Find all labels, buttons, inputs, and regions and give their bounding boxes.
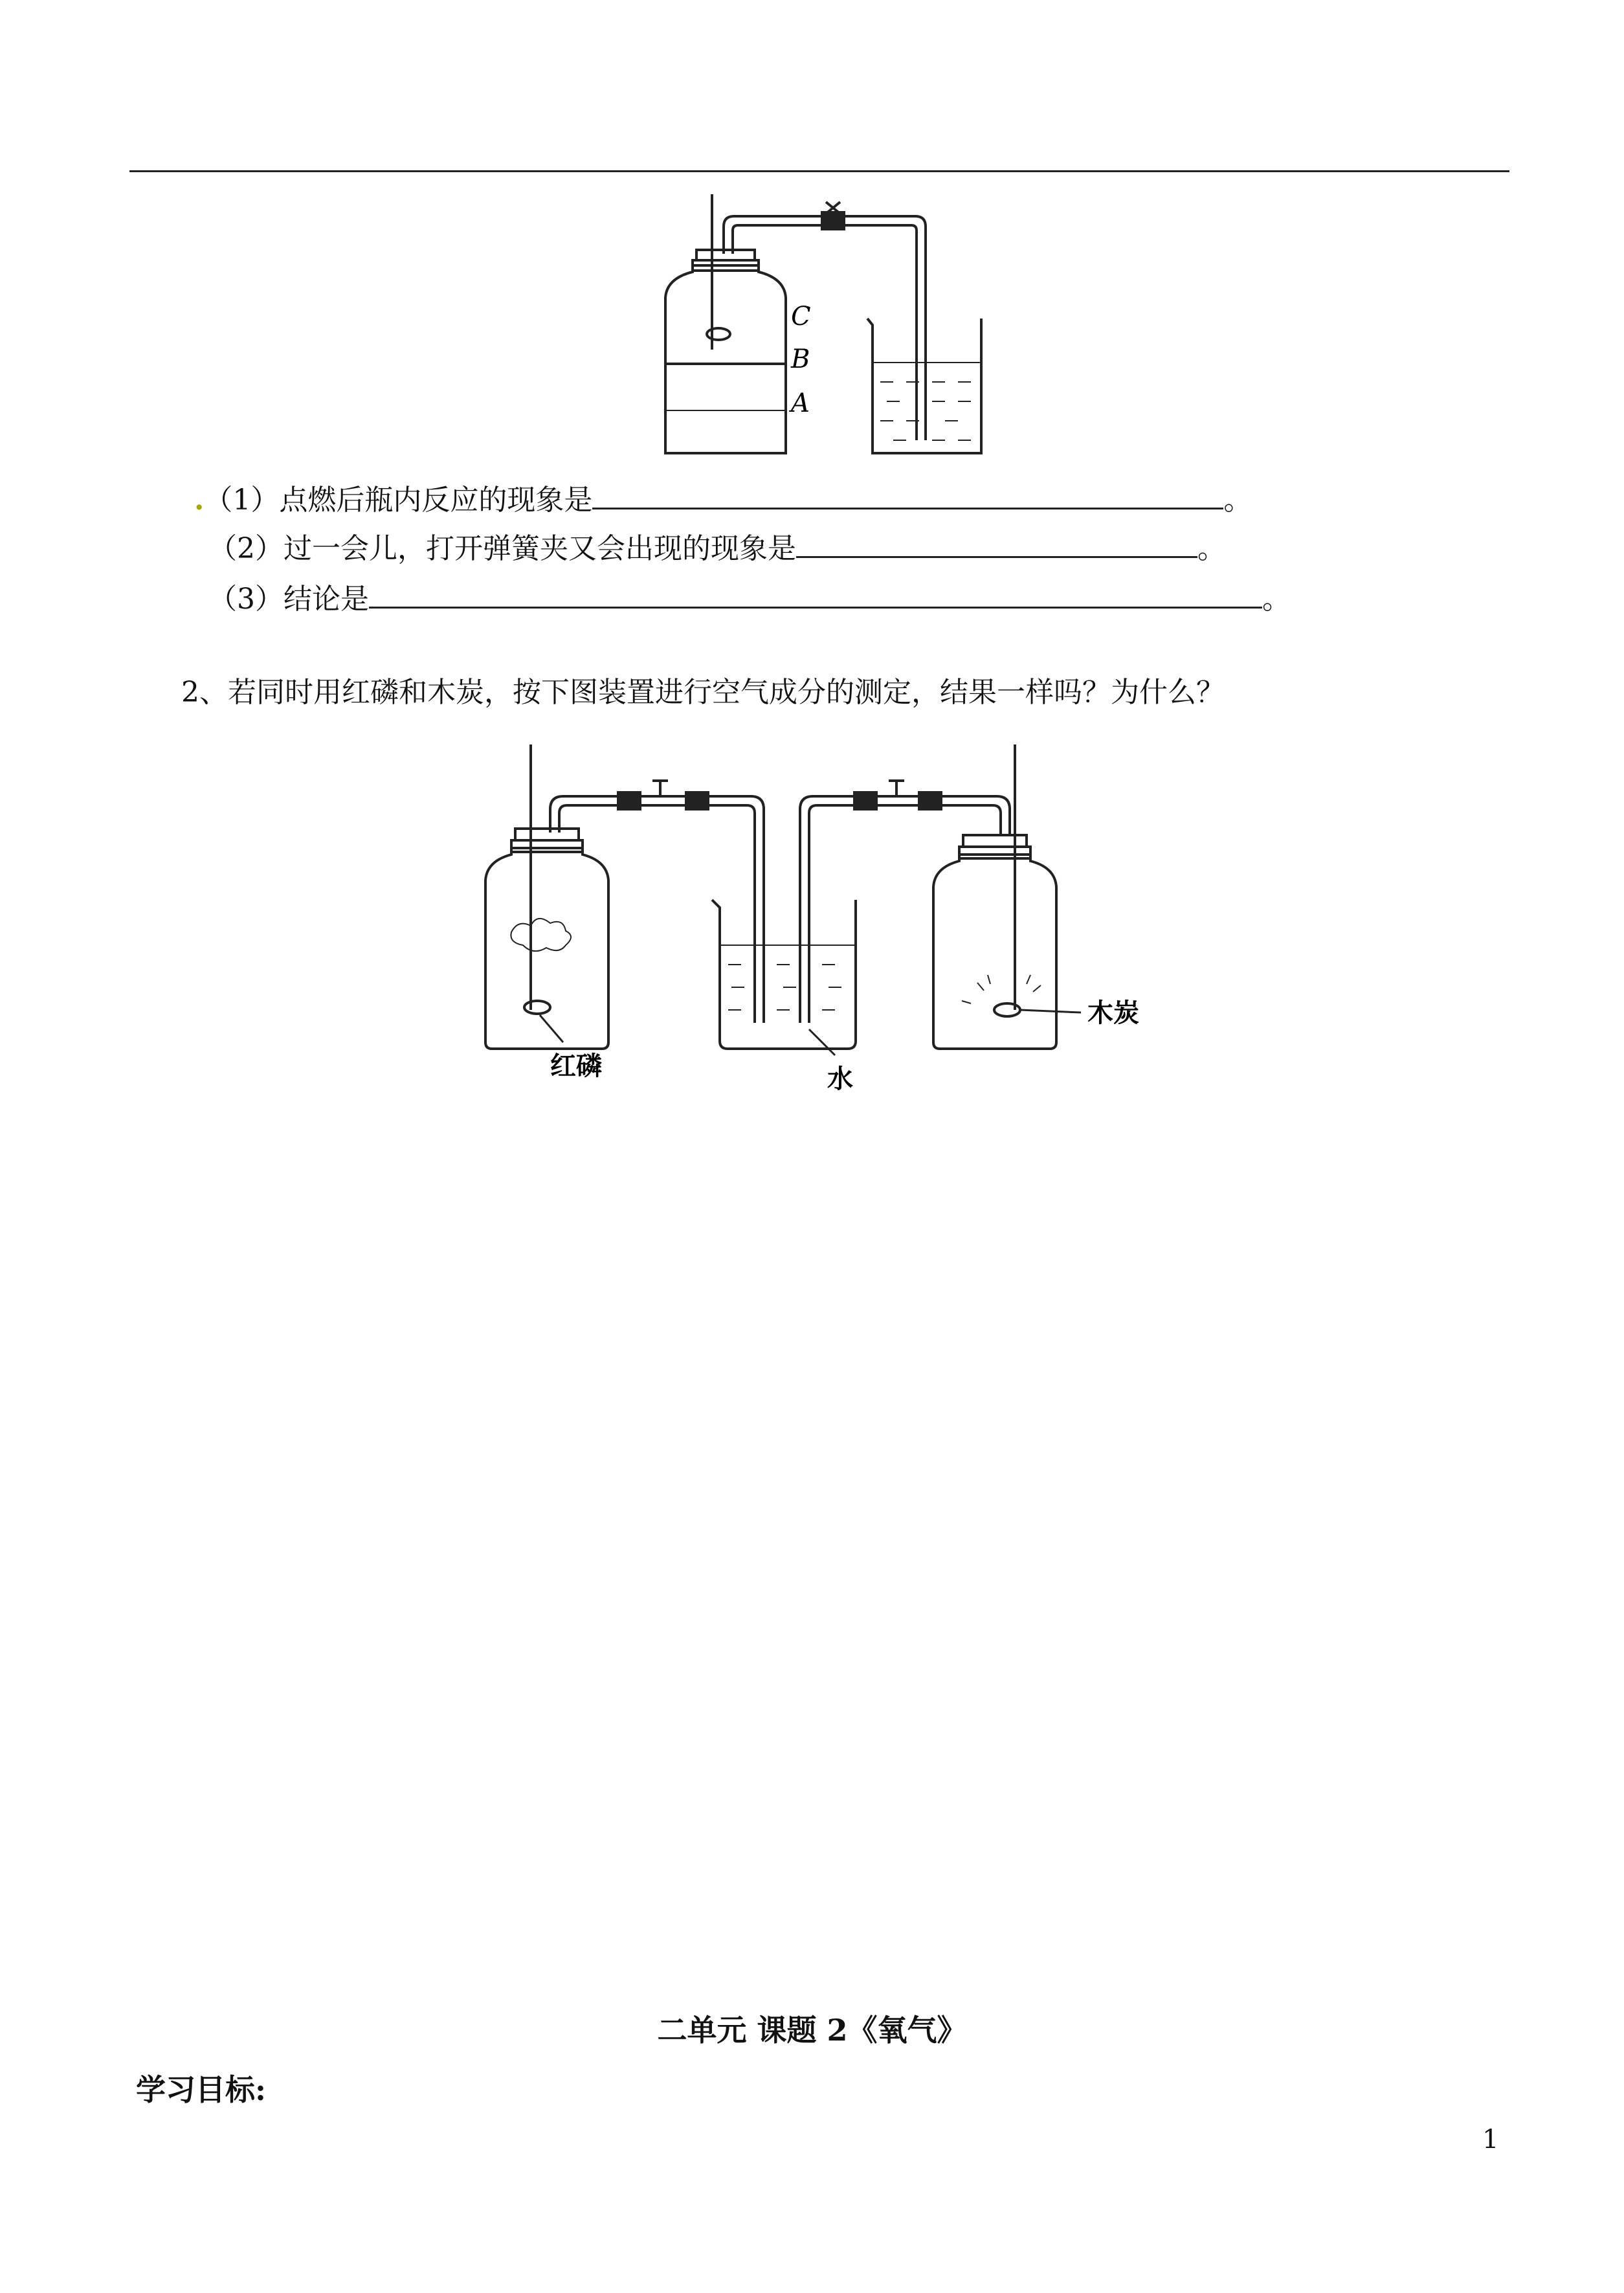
header-rule	[129, 170, 1509, 172]
section-title: 二单元 课题 2《氧气》	[657, 2013, 967, 2048]
learning-goals-heading: 学习目标:	[136, 2072, 266, 2107]
question-text: 过一会儿，打开弹簧夹又会出现的现象是	[284, 532, 796, 565]
question-number: （2）	[208, 532, 284, 565]
question-end: 。	[1197, 532, 1226, 565]
label-b: B	[791, 344, 810, 374]
label-c: C	[791, 302, 811, 331]
label-a: A	[791, 388, 810, 418]
question-end: 。	[1262, 583, 1291, 616]
page-number: 1	[1482, 2125, 1499, 2154]
question-text: 点燃后瓶内反应的现象是	[279, 484, 593, 517]
answer-blank[interactable]	[369, 578, 1262, 609]
question-number: （3）	[208, 583, 284, 616]
question-text: 结论是	[284, 583, 369, 616]
figure-1-apparatus	[647, 188, 1010, 466]
question-1-3	[208, 578, 1291, 619]
label-water: 水	[827, 1064, 853, 1094]
answer-blank[interactable]	[796, 528, 1197, 558]
label-red-phosphorus: 红磷	[550, 1051, 602, 1081]
question-end: 。	[1223, 484, 1252, 517]
answer-blank[interactable]	[592, 479, 1223, 509]
question-1-1	[194, 479, 1252, 520]
question-1-2	[208, 528, 1226, 568]
question-number: （1）	[204, 484, 280, 517]
label-charcoal: 木炭	[1087, 998, 1139, 1028]
figure-2-apparatus	[473, 738, 1159, 1101]
question-2: 2、若同时用红磷和木炭，按下图装置进行空气成分的测定，结果一样吗？为什么？	[181, 676, 1225, 709]
marker-dot: .	[194, 484, 205, 517]
